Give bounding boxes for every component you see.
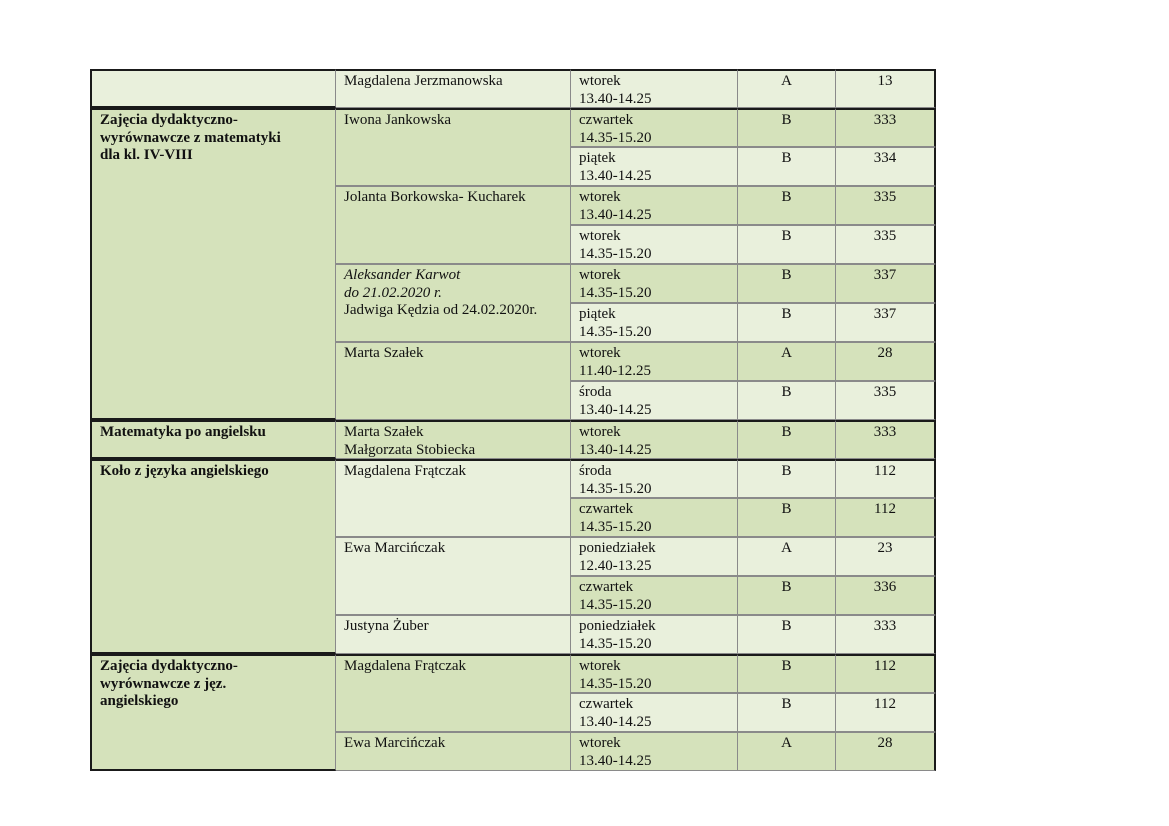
room-cell <box>836 381 936 420</box>
type-label: A <box>781 345 792 361</box>
subject-cell <box>90 69 336 108</box>
day-time-cell <box>571 108 738 147</box>
type-label: B <box>781 658 792 674</box>
room-label: 335 <box>873 228 897 244</box>
day-time-cell <box>571 654 738 693</box>
teacher-name: Magdalena Frątczak <box>344 658 467 674</box>
teacher-name: Aleksander Karwot <box>344 267 461 283</box>
room-label: 336 <box>873 579 897 595</box>
teacher-name: Jolanta Borkowska- Kucharek <box>344 189 526 205</box>
day-time-cell <box>571 732 738 771</box>
day-time-cell <box>571 303 738 342</box>
subject-label: Zajęcia dydaktyczno- <box>100 658 238 674</box>
subject-label: Matematyka po angielsku <box>100 424 266 440</box>
time-label: 14.35-15.20 <box>579 518 652 535</box>
type-label: B <box>781 384 792 400</box>
room-cell <box>836 186 936 225</box>
type-cell <box>738 459 836 498</box>
day-label: środa <box>579 463 612 479</box>
type-cell <box>738 303 836 342</box>
room-cell <box>836 264 936 303</box>
type-label: B <box>781 306 792 322</box>
day-time-cell <box>571 576 738 615</box>
type-label: B <box>781 618 792 634</box>
room-label: 333 <box>873 112 897 128</box>
day-label: wtorek <box>579 73 621 89</box>
day-label: wtorek <box>579 228 621 244</box>
schedule-table <box>90 69 936 771</box>
type-cell <box>738 498 836 537</box>
subject-cell <box>90 108 336 420</box>
time-label: 14.35-15.20 <box>579 635 652 652</box>
type-label: B <box>781 501 792 517</box>
day-time-cell <box>571 459 738 498</box>
time-label: 14.35-15.20 <box>579 675 652 692</box>
type-cell <box>738 108 836 147</box>
teacher-cell <box>336 342 571 420</box>
day-time-cell <box>571 420 738 459</box>
day-label: środa <box>579 384 612 400</box>
day-label: wtorek <box>579 735 621 751</box>
room-cell <box>836 537 936 576</box>
teacher-cell <box>336 654 571 732</box>
day-time-cell <box>571 693 738 732</box>
subject-label: Zajęcia dydaktyczno- <box>100 112 238 128</box>
subject-cell <box>90 420 336 459</box>
room-cell <box>836 576 936 615</box>
type-label: B <box>781 696 792 712</box>
subject-label: wyrównawcze z matematyki <box>100 129 281 146</box>
time-label: 11.40-12.25 <box>579 362 651 379</box>
teacher-name: Jadwiga Kędzia od 24.02.2020r. <box>344 302 538 318</box>
subject-label: dla kl. IV-VIII <box>100 147 193 163</box>
type-label: A <box>781 73 792 89</box>
room-label: 112 <box>874 658 896 674</box>
teacher-name: Iwona Jankowska <box>344 112 452 128</box>
room-cell <box>836 615 936 654</box>
teacher-name: Małgorzata Stobiecka <box>344 441 476 458</box>
day-label: piątek <box>579 150 616 166</box>
room-label: 28 <box>877 735 893 751</box>
subject-label: wyrównawcze z jęz. <box>100 675 227 692</box>
teacher-name: Ewa Marcińczak <box>344 735 446 751</box>
day-time-cell <box>571 615 738 654</box>
day-time-cell <box>571 381 738 420</box>
time-label: 14.35-15.20 <box>579 284 652 301</box>
room-label: 335 <box>873 189 897 205</box>
day-label: wtorek <box>579 267 621 283</box>
room-label: 23 <box>877 540 893 556</box>
type-label: A <box>781 735 792 751</box>
type-label: B <box>781 189 792 205</box>
room-cell <box>836 732 936 771</box>
type-label: B <box>781 463 792 479</box>
room-cell <box>836 693 936 732</box>
teacher-cell <box>336 108 571 186</box>
type-cell <box>738 537 836 576</box>
time-label: 14.35-15.20 <box>579 245 652 262</box>
room-cell <box>836 342 936 381</box>
teacher-cell <box>336 537 571 615</box>
day-label: wtorek <box>579 345 621 361</box>
teacher-name: Magdalena Jerzmanowska <box>344 73 503 89</box>
room-cell <box>836 654 936 693</box>
teacher-cell <box>336 459 571 537</box>
type-cell <box>738 732 836 771</box>
type-label: B <box>781 579 792 595</box>
teacher-name: Ewa Marcińczak <box>344 540 446 556</box>
room-cell <box>836 69 936 108</box>
day-time-cell <box>571 498 738 537</box>
day-label: wtorek <box>579 189 621 205</box>
room-label: 112 <box>874 501 896 517</box>
subject-label: angielskiego <box>100 693 179 709</box>
teacher-cell <box>336 69 571 108</box>
teacher-name: Marta Szałek <box>344 424 424 440</box>
teacher-name: Justyna Żuber <box>344 618 429 634</box>
room-label: 112 <box>874 463 896 479</box>
subject-cell <box>90 459 336 654</box>
day-time-cell <box>571 264 738 303</box>
time-label: 12.40-13.25 <box>579 557 652 574</box>
day-label: poniedziałek <box>579 618 656 634</box>
type-cell <box>738 186 836 225</box>
room-cell <box>836 147 936 186</box>
day-label: czwartek <box>579 696 634 712</box>
type-label: B <box>781 150 792 166</box>
teacher-cell <box>336 732 571 771</box>
type-cell <box>738 342 836 381</box>
room-label: 337 <box>873 267 897 283</box>
subject-label: Koło z języka angielskiego <box>100 463 269 479</box>
type-label: B <box>781 228 792 244</box>
day-time-cell <box>571 225 738 264</box>
time-label: 13.40-14.25 <box>579 713 652 730</box>
day-time-cell <box>571 537 738 576</box>
room-cell <box>836 303 936 342</box>
type-cell <box>738 420 836 459</box>
teacher-cell <box>336 615 571 654</box>
day-time-cell <box>571 147 738 186</box>
type-cell <box>738 576 836 615</box>
type-cell <box>738 615 836 654</box>
time-label: 14.35-15.20 <box>579 596 652 613</box>
time-label: 13.40-14.25 <box>579 206 652 223</box>
teacher-name: Magdalena Frątczak <box>344 463 467 479</box>
type-cell <box>738 654 836 693</box>
time-label: 13.40-14.25 <box>579 167 652 184</box>
room-cell <box>836 498 936 537</box>
teacher-cell <box>336 420 571 459</box>
teacher-cell <box>336 264 571 342</box>
type-cell <box>738 69 836 108</box>
type-label: B <box>781 112 792 128</box>
day-label: czwartek <box>579 501 634 517</box>
day-label: poniedziałek <box>579 540 656 556</box>
day-time-cell <box>571 69 738 108</box>
subject-cell <box>90 654 336 771</box>
room-cell <box>836 225 936 264</box>
room-label: 337 <box>873 306 897 322</box>
room-label: 334 <box>873 150 897 166</box>
day-label: czwartek <box>579 112 634 128</box>
day-label: czwartek <box>579 579 634 595</box>
time-label: 14.35-15.20 <box>579 129 652 146</box>
type-label: B <box>781 424 792 440</box>
time-label: 14.35-15.20 <box>579 323 652 340</box>
time-label: 13.40-14.25 <box>579 90 652 107</box>
room-cell <box>836 108 936 147</box>
day-label: wtorek <box>579 424 621 440</box>
room-cell <box>836 459 936 498</box>
type-cell <box>738 147 836 186</box>
teacher-name: do 21.02.2020 r. <box>344 284 442 301</box>
room-label: 335 <box>873 384 897 400</box>
room-label: 112 <box>874 696 896 712</box>
time-label: 13.40-14.25 <box>579 401 652 418</box>
type-cell <box>738 225 836 264</box>
type-cell <box>738 693 836 732</box>
time-label: 13.40-14.25 <box>579 441 652 458</box>
room-label: 28 <box>877 345 893 361</box>
type-cell <box>738 381 836 420</box>
room-label: 333 <box>873 424 897 440</box>
room-cell <box>836 420 936 459</box>
day-time-cell <box>571 342 738 381</box>
day-label: wtorek <box>579 658 621 674</box>
type-label: B <box>781 267 792 283</box>
day-label: piątek <box>579 306 616 322</box>
time-label: 14.35-15.20 <box>579 480 652 497</box>
day-time-cell <box>571 186 738 225</box>
teacher-cell <box>336 186 571 264</box>
type-cell <box>738 264 836 303</box>
teacher-name: Marta Szałek <box>344 345 424 361</box>
type-label: A <box>781 540 792 556</box>
room-label: 333 <box>873 618 897 634</box>
time-label: 13.40-14.25 <box>579 752 652 769</box>
room-label: 13 <box>877 73 893 89</box>
